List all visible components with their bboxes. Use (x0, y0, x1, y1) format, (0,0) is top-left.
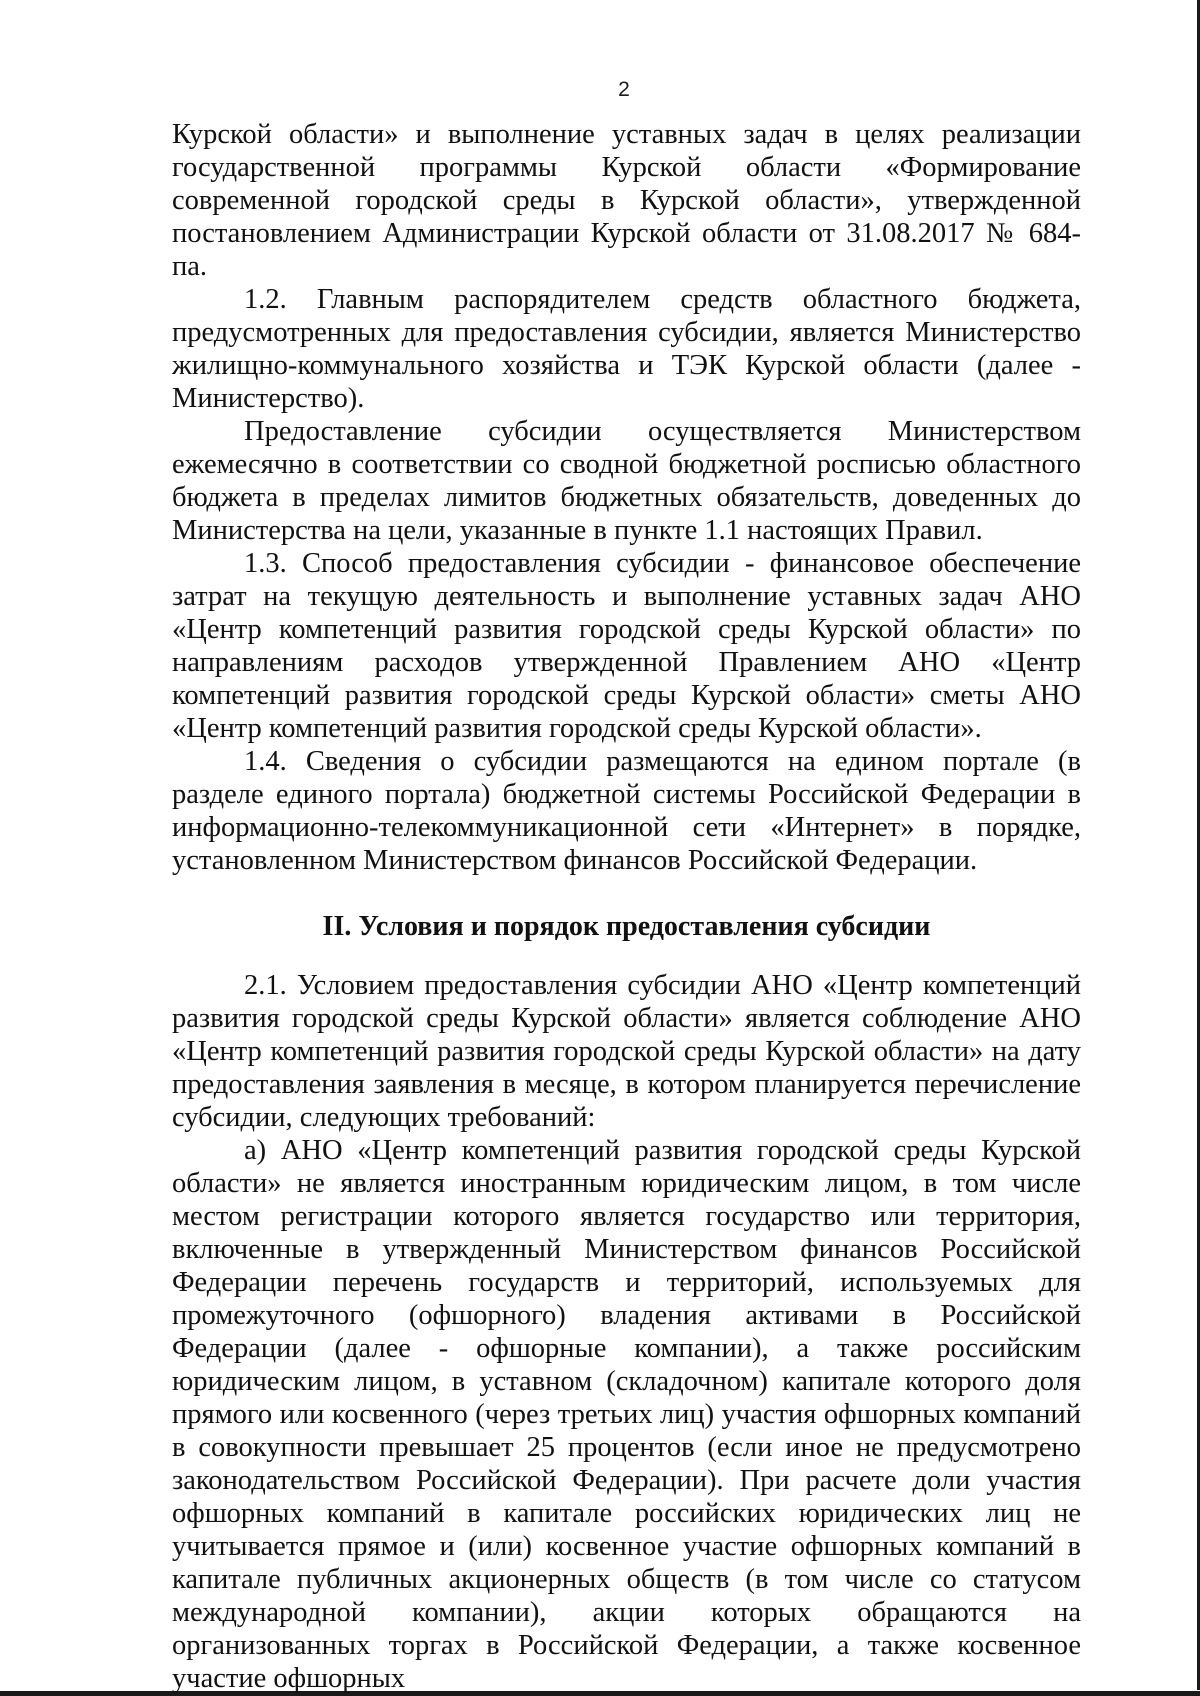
paragraph-2-1-a: а) АНО «Центр компетенций развития городской среды Курской области» не является иностранным юридическим лицом, в том числе местом регистрации которого является государство или территория, включенные в утвержденный Министерством финансов Российской Федерации перечень государств и территорий, используемых для промежуточного (офшорного) владения активами в Российской Федерации (далее - офшорные компании), а также российским юридическим лицом, в уставном (складочном) капитале которого доля прямого или косвенного (через третьих лиц) участия офшорных компаний в совокупности превышает 25 процентов (если иное не предусмотрено законодательством Российской Федерации). При расчете доли участия офшорных компаний в капитале российских юридических лиц не учитывается прямое и (или) косвенное участие офшорных компаний в капитале публичных акционерных обществ (в том числе со статусом международной компании), акции которых обращаются на организованных торгах в Российской Федерации, а также косвенное участие офшорных (172, 1135, 1081, 1694)
section-2-heading: II. Условия и порядок предоставления субсидии (322, 911, 931, 942)
paragraph-1-4: 1.4. Сведения о субсидии размещаются на едином портале (в разделе единого портала) бюджетной системы Российской Федерации в информационно-телекоммуникационной сети «Интернет» в порядке, установленном Министерством финансов Российской Федерации. (172, 746, 1081, 876)
document-body (172, 118, 1081, 1695)
paragraph-2-1: 2.1. Условием предоставления субсидии АНО «Центр компетенций развития городской среды Курской области» является соблюдение АНО «Центр компетенций развития городской среды Курской области» на дату предоставления заявления в месяце, в котором планируется перечисление субсидии, следующих требований: (172, 970, 1081, 1133)
paragraph-1-2: 1.2. Главным распорядителем средств областного бюджета, предусмотренных для предоставления субсидии, является Министерство жилищно-коммунального хозяйства и ТЭК Курской области (далее - Министерство). (172, 284, 1081, 414)
paragraph-1-3: 1.3. Способ предоставления субсидии - финансовое обеспечение затрат на текущую деятельность и выполнение уставных задач АНО «Центр компетенций развития городской среды Курской области» по направлениям расходов утвержденной Правлением АНО «Центр компетенций развития городской среды Курской области» сметы АНО «Центр компетенций развития городской среды Курской области». (172, 548, 1081, 744)
paragraph-intro-continuation: Курской области» и выполнение уставных задач в целях реализации государственной программы Курской области «Формирование современной городской среды в Курской области», утвержденной постановлением Администрации Курской области от 31.08.2017 № 684-па. (172, 119, 1081, 282)
page-number: 2 (618, 78, 630, 101)
paragraph-provision: Предоставление субсидии осуществляется Министерством ежемесячно в соответствии со сводной бюджетной росписью областного бюджета в пределах лимитов бюджетных обязательств, доведенных до Министерства на цели, указанные в пункте 1.1 настоящих Правил. (172, 416, 1081, 546)
